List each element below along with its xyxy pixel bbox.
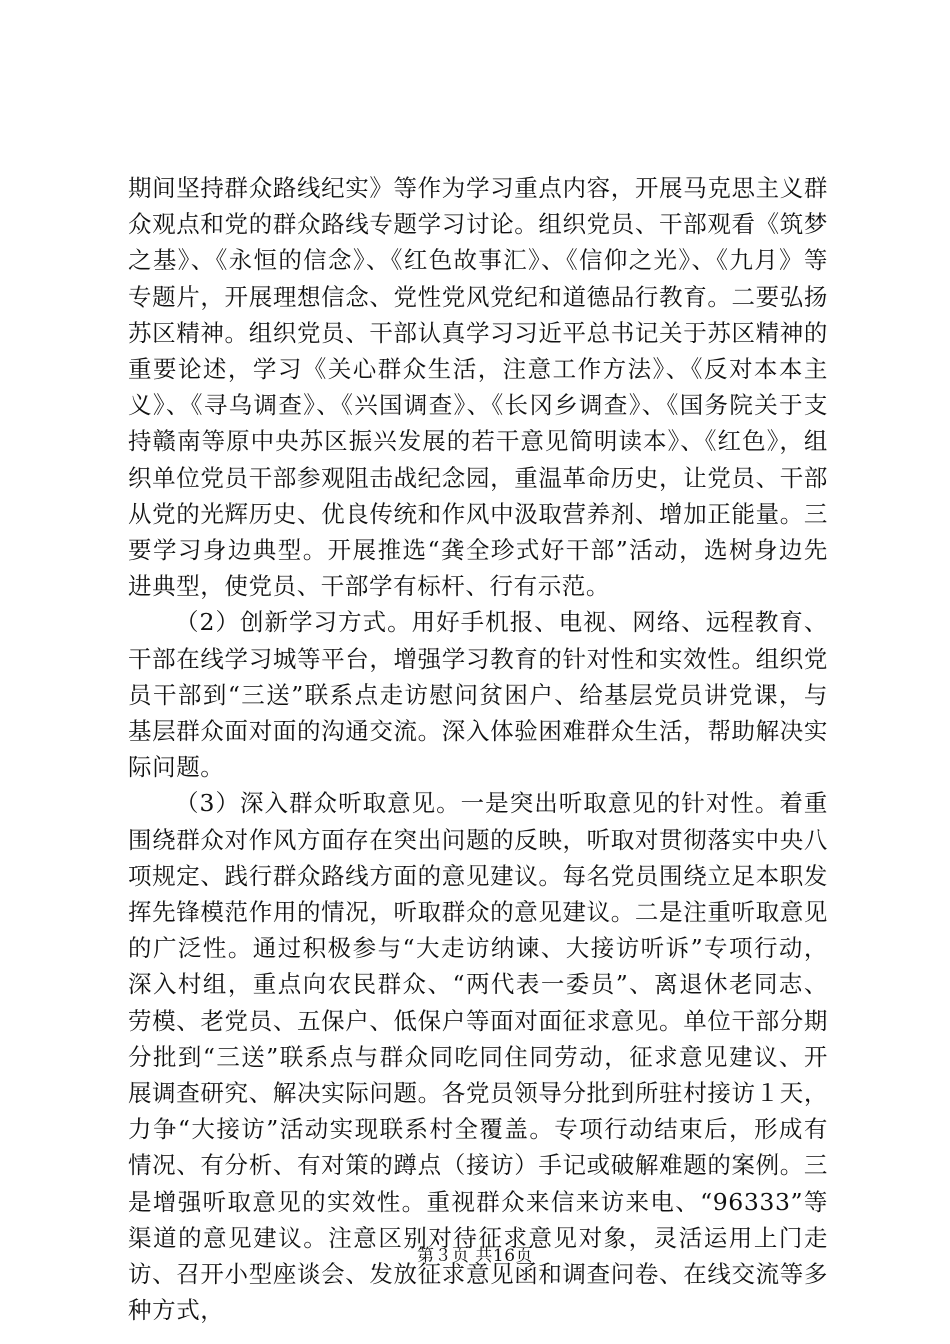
paragraph: 期间坚持群众路线纪实》等作为学习重点内容，开展马克思主义群众观点和党的群众路线专题学习讨论。组织党员、干部观看《筑梦之基》、《永恒的信念》、《红色故事汇》、《信仰之光》、《九月》等专题片，开展理想信念、党性党风党纪和道德品行教育。二要弘扬苏区精神。组织党员、干部认真学习习近平总书记关于苏区精神的重要论述，学习《关心群众生活，注意工作方法》、《反对本本主义》、《寻乌调查》、《兴国调查》、《长冈乡调查》、《国务院关于支持赣南等原中央苏区振兴发展的若干意见简明读本》、《红色》，组织单位党员干部参观阻击战纪念园，重温革命历史，让党员、干部从党的光辉历史、优良传统和作风中汲取营养剂、增加正能量。三要学习身边典型。开展推选“龚全珍式好干部”活动，选树身边先进典型，使党员、干部学有标杆、行有示范。 bbox=[128, 174, 828, 601]
paragraph: （3）深入群众听取意见。一是突出听取意见的针对性。着重围绕群众对作风方面存在突出问题的反映，听取对贯彻落实中央八项规定、践行群众路线方面的意见建议。每名党员围绕立足本职发挥先锋模范作用的情况，听取群众的意见建议。二是注重听取意见的广泛性。通过积极参与“大走访纳谏、大接访听诉”专项行动，深入村组，重点向农民群众、“两代表一委员”、离退休老同志、劳模、老党员、五保户、低保户等面对面征求意见。单位干部分期分批到“三送”联系点与群众同吃同住同劳动，征求意见建议、开展调查研究、解决实际问题。各党员领导分批到所驻村接访１天，力争“大接访”活动实现联系村全覆盖。专项行动结束后，形成有情况、有分析、有对策的蹲点（接访）手记或破解难题的案例。三是增强听取意见的实效性。重视群众来信来访来电、“96333”等渠道的意见建议。注意区别对待征求意见对象，灵活运用上门走访、召开小型座谈会、发放征求意见函和调查问卷、在线交流等多种方式， bbox=[128, 789, 828, 1325]
document-body bbox=[128, 170, 828, 1329]
paragraph: （2）创新学习方式。用好手机报、电视、网络、远程教育、干部在线学习城等平台，增强学习教育的针对性和实效性。组织党员干部到“三送”联系点走访慰问贫困户、给基层党员讲党课，与基层群众面对面的沟通交流。深入体验困难群众生活，帮助解决实际问题。 bbox=[128, 608, 828, 782]
page-footer: 第３页 共16页 bbox=[416, 1246, 534, 1266]
